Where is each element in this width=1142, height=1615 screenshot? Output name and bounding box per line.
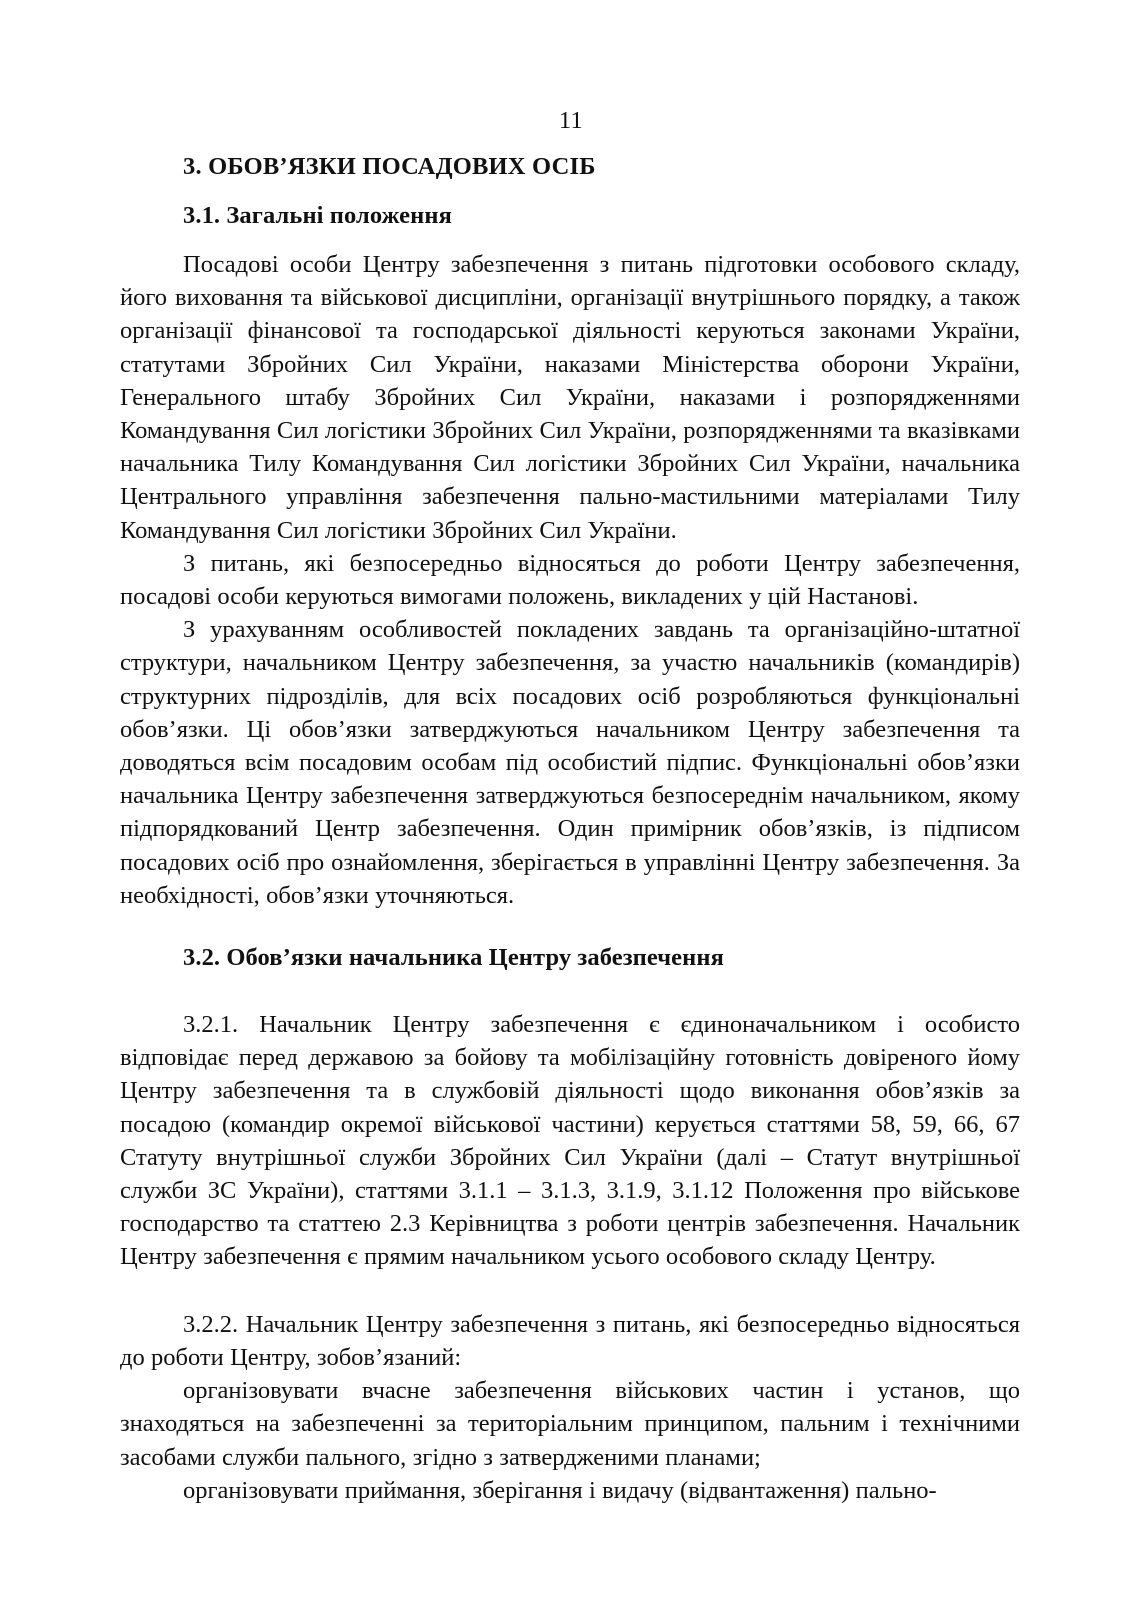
chapter-heading: 3. ОБОВ’ЯЗКИ ПОСАДОВИХ ОСІБ	[183, 153, 596, 180]
spacer	[120, 232, 1020, 248]
spacer	[120, 1274, 1020, 1308]
paragraph-general-provisions-3: З урахуванням особливостей покладених завдань та організаційно-штатної структури, начальником Центру забезпечення, за участю начальників (командирів) структурних підрозділів, для всіх посадових осіб розробляються функціональні обов’язки. Ці обов’язки затверджуються начальником Центру забезпечення та доводяться всім посадовим особам під особистий підпис. Функціональні обов’язки начальника Центру забезпечення затверджуються безпосереднім начальником, якому підпорядкований Центр забезпечення. Один примірник обов’язків, із підписом посадових осіб про ознайомлення, зберігається в управлінні Центру забезпечення. За необхідності, обов’язки уточняються.	[120, 616, 1020, 909]
spacer	[120, 974, 1020, 1008]
section-heading-3-2: 3.2. Обов’язки начальника Центру забезпечення	[183, 944, 724, 972]
spacer	[120, 912, 1020, 941]
paragraph-general-provisions-1: Посадові особи Центру забезпечення з питань підготовки особового складу, його виховання та військової дисципліни, організації внутрішнього порядку, а також організації фінансової та господарської діяльності керуються законами України, статутами Збройних Сил України, наказами Міністерства оборони України, Генерального штабу Збройних Сил України, наказами і розпорядженнями Командування Сил логістики Збройних Сил України, розпорядженнями та вказівками начальника Тилу Командування Сил логістики Збройних Сил України, начальника Центрального управління забезпечення пально-мастильними матеріалами Тилу Командування Сил логістики Збройних Сил України.	[120, 251, 1020, 544]
paragraph-general-provisions-2: З питань, які безпосередньо відносяться до роботи Центру забезпечення, посадові особи керуються вимогами положень, викладених у цій Настанові.	[120, 549, 1020, 611]
paragraph-duty-item-1: організовувати вчасне забезпечення військових частин і установ, що знаходяться на забезпеченні за територіальним принципом, пальним і технічними засобами служби пального, згідно з затвердженими планами;	[120, 1377, 1020, 1471]
paragraph-3-2-1: 3.2.1. Начальник Центру забезпечення є єдиноначальником і особисто відповідає перед державою за бойову та мобілізаційну готовність довіреного йому Центру забезпечення та в службовій діяльності щодо виконання обов’язків за посадою (командир окремої військової частини) керується статтями 58, 59, 66, 67 Статуту внутрішньої служби Збройних Сил України (далі – Статут внутрішньої служби ЗС України), статтями 3.1.1 – 3.1.3, 3.1.9, 3.1.12 Положення про військове господарство та статтею 2.3 Керівництва з роботи центрів забезпечення. Начальник Центру забезпечення є прямим начальником усього особового складу Центру.	[120, 1011, 1020, 1271]
paragraph-duty-item-2: організовувати приймання, зберігання і видачу (відвантаження) пально-	[183, 1476, 937, 1504]
section-heading-3-1: 3.1. Загальні положення	[183, 202, 452, 229]
paragraph-3-2-2: 3.2.2. Начальник Центру забезпечення з питань, які безпосередньо відносяться до роботи Центру, зобов’язаний:	[120, 1310, 1020, 1371]
spacer	[120, 183, 1020, 199]
page-number: 11	[558, 107, 584, 134]
page-content	[120, 150, 1020, 1507]
